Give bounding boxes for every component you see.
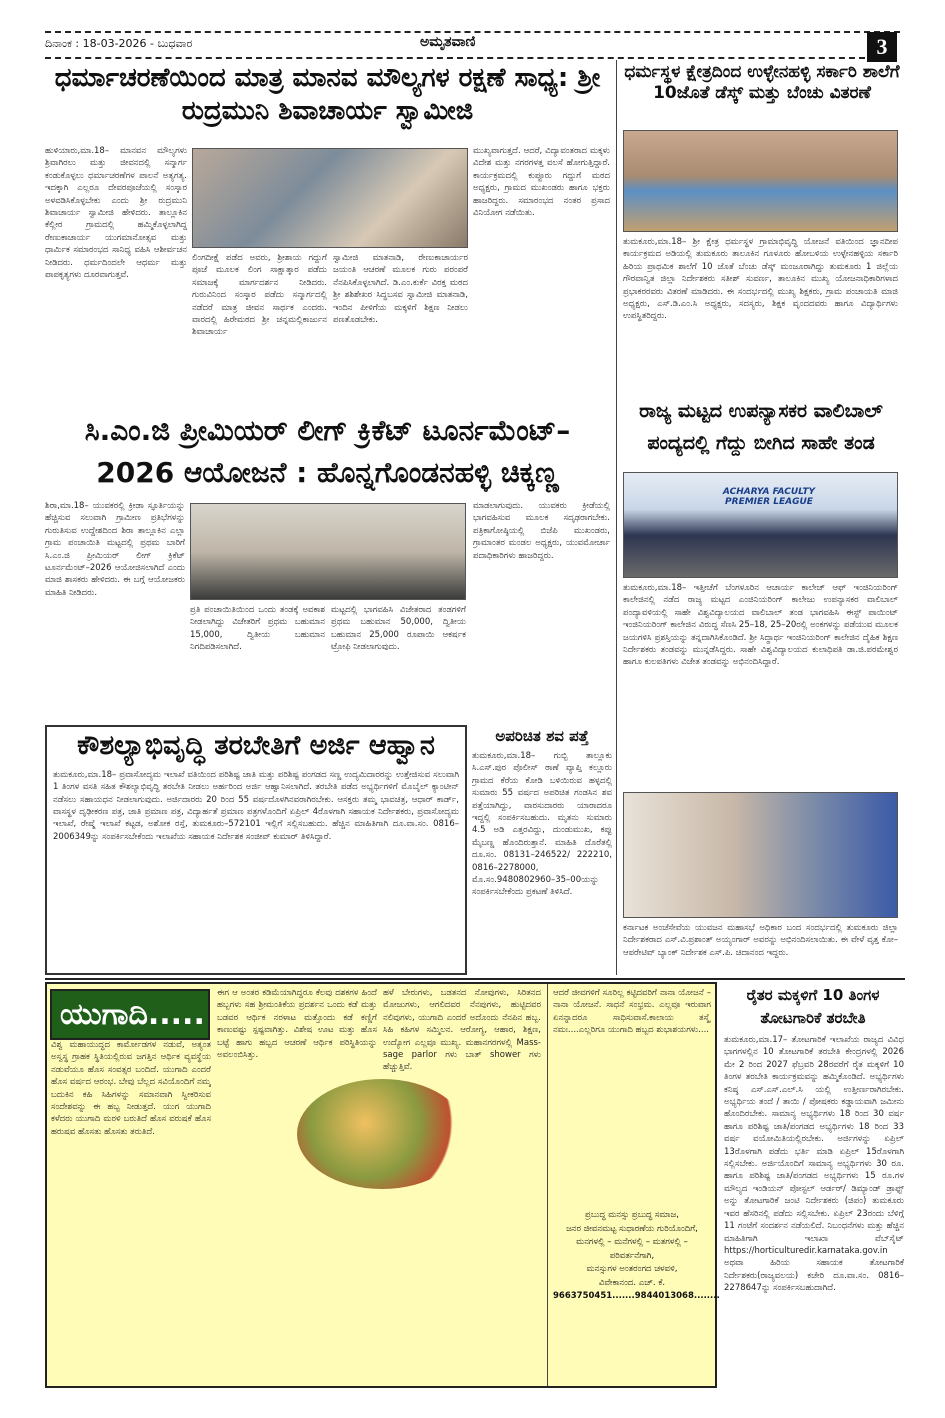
- article-volleyball-body: ತುಮಕೂರು,ಮಾ.18– ಇತ್ತೀಚೆಗೆ ಬೆಂಗಳೂರಿನ ಆಚಾರ್ಯ ಕಾಲೇಜ್ ಆಫ್ ಇಂಜಿನಿಯರಿಂಗ್ ಕಾಲೇಜಿನಲ್ಲಿ ನಡೆದ ರಾಜ್ಯ ಮಟ್ಟದ ಎಂಜಿನಿಯರಿಂಗ್ ಕಾಲೇಜು ಉಪನ್ಯಾಸಕರ ವಾಲಿಬಾಲ್ ಪಂದ್ಯಾವಳಿಯಲ್ಲಿ ಸಾಹೇ ವಿಶ್ವವಿದ್ಯಾಲಯದ ವಾಲಿಬಾಲ್ ತಂಡ ಭಾಗವಹಿಸಿ ಈಸ್ಟ್ ಪಾಯಿಂಟ್ ಇಂಜಿನಿಯರಿಂಗ್ ಕಾಲೇಜಿನ ವಿರುದ್ಧ ಸೆಣಸಿ 25–18, 25–20ರಲ್ಲಿ ಅಂಕಗಳನ್ನು ಪಡೆಯುವ ಮೂಲಕ ಜಯಗಳಿಸಿ ಪ್ರಶಸ್ತಿಯನ್ನು ತನ್ನದಾಗಿಸಿಕೊಂಡಿದೆ. ಶ್ರೀ ಸಿದ್ಧಾರ್ಥ ಇಂಜಿನಿಯರಿಂಗ್ ಕಾಲೇಜಿನ ದೈಹಿಕ ಶಿಕ್ಷಣ ನಿರ್ದೇಶಕರು ತಂಡವನ್ನು ಮುನ್ನಡೆಸಿದ್ದರು. ಸಾಹೇ ವಿಶ್ವವಿದ್ಯಾಲಯದ ಕುಲಾಧಿಪತಿ ಡಾ.ಜಿ.ಪರಮೇಶ್ವರ ಹಾಗೂ ಕುಲಪತಿಗಳು ವಿಜೇತ ತಂಡವನ್ನು ಅಭಿನಂದಿಸಿದ್ದಾರೆ.: [623, 583, 898, 668]
- yugadi-col2: ಈಗ ಆ ಅಂತರ ಕಡಿಮೆಯಾಗಿದ್ದರೂ ಕೆಲವು ದಶಕಗಳ ಹಿಂದೆ ಹಬ್ಬಗಳು ಸಹ ಶ್ರೀಮಂತಿಕೆಯ ಪ್ರದರ್ಶನ ಒಂದು ಕಡೆ ಮತ್ತು ಬಡವರ ಆರ್ಥಿಕ ನರಳಾಟ ಮತ್ತೊಂದು ಕಡೆ ಕಣ್ಣಿಗೆ ಕಾಣುವಷ್ಟು ಸ್ಪಷ್ಟವಾಗಿತ್ತು. ವಿಶೇಷ ಊಟ ಮತ್ತು ಹೊಸ ಬಟ್ಟೆ ಹಾಗು ಹಬ್ಬದ ಆಚರಣೆ ಆರ್ಥಿಕ ಪರಿಸ್ಥಿತಿಯನ್ನು ಅವಲಂಬಿಸಿತ್ತು.: [217, 988, 377, 1061]
- section-rule: [45, 978, 905, 980]
- yugadi-logo: ಯುಗಾದಿ.....: [50, 989, 210, 1040]
- felicitation-caption: ಕರ್ನಾಟಕ ಅಂಚೆಸೇವೆಯ ಯುವಜನ ಮಹಾಸಭೆ ಅಧಿಕಾರ ಬಂದ ಸಂದರ್ಭದಲ್ಲಿ ತುಮಕೂರು ಜಿಲ್ಲಾ ನಿರ್ದೇಶಕರಾದ ಎಸ್.ವಿ.ಪ್ರಶಾಂತ್ ಅಯ್ಯಂಗಾರ್ ಅವರನ್ನು ಅಭಿನಂದಿಸಲಾಯಿತು. ಈ ವೇಳೆ ವೃತ್ತ ಕೋ–ಆಪರೇಟಿವ್ ಬ್ಯಾಂಕ್ ನಿರ್ದೇಶಕ ಎಸ್.ಪಿ. ಚಿದಾನಂದ ಇದ್ದರು.: [623, 923, 898, 958]
- yugadi-divider: [547, 984, 548, 1386]
- article-rudramuni-col4: ಮುಖ್ಯವಾಗುತ್ತದೆ. ಆದರೆ, ವಿದ್ಯಾವಂತರಾದ ಮಕ್ಕಳು ವಿದೇಶ ಮತ್ತು ನಗರಗಳತ್ತ ವಲಸೆ ಹೋಗುತ್ತಿದ್ದಾರೆ. ಕಾರ್ಯಕ್ರಮದಲ್ಲಿ ಕುಪ್ಪೂರು ಗದ್ದುಗೆ ಮಠದ ಅಧ್ಯಕ್ಷರು, ಗ್ರಾಮದ ಮುಖಂಡರು ಹಾಗೂ ಭಕ್ತರು ಹಾಜರಿದ್ದರು. ಸಮಾರಂಭದ ನಂತರ ಪ್ರಸಾದ ವಿನಿಯೋಗ ನಡೆಯಿತು.: [473, 146, 610, 219]
- headline-rudramuni: ಧರ್ಮಾಚರಣೆಯಿಂದ ಮಾತ್ರ ಮಾನವ ಮೌಲ್ಯಗಳ ರಕ್ಷಣೆ ಸಾಧ್ಯ: ಶ್ರೀ ರುದ್ರಮುನಿ ಶಿವಾಚಾರ್ಯ ಸ್ವಾಮೀಜಿ: [54, 63, 601, 126]
- photo-swamiji-event: [192, 148, 468, 248]
- article-horticulture-body: ತುಮಕೂರು,ಮಾ.17– ತೋಟಗಾರಿಕೆ ಇಲಾಖೆಯ ರಾಜ್ಯದ ವಿವಿಧ ಭಾಗಗಳಲ್ಲಿನ 10 ತೋಟಗಾರಿಕೆ ತರಬೇತಿ ಕೇಂದ್ರಗಳಲ್ಲಿ 2026 ಮೇ 2 ರಿಂದ 2027 ಫೆಬ್ರವರಿ 28ರವರೆಗೆ ರೈತ ಮಕ್ಕಳಿಗೆ 10 ತಿಂಗಳ ತರಬೇತಿ ಕಾರ್ಯಕ್ರಮವನ್ನು ಹಮ್ಮಿಕೊಂಡಿದೆ. ಅಭ್ಯರ್ಥಿಗಳು ಕನಿಷ್ಠ ಎಸ್.ಎಸ್.ಎಲ್.ಸಿ ಯಲ್ಲಿ ಉತ್ತೀರ್ಣರಾಗಿರಬೇಕು. ಅಭ್ಯರ್ಥಿಯ ತಂದೆ / ತಾಯಿ / ಪೋಷಕರು ಕಡ್ಡಾಯವಾಗಿ ಜಮೀನು ಹೊಂದಿರಬೇಕು. ಸಾಮಾನ್ಯ ಅಭ್ಯರ್ಥಿಗಳು 18 ರಿಂದ 30 ವರ್ಷ ಹಾಗೂ ಪರಿಶಿಷ್ಟ ಜಾತಿ/ಪಂಗಡದ ಅಭ್ಯರ್ಥಿಗಳು 18 ರಿಂದ 33 ವರ್ಷ ವಯೋಮಿತಿಯಲ್ಲಿರಬೇಕು. ಅರ್ಜಿಗಳನ್ನು ಏಪ್ರಿಲ್ 13ರೊಳಗಾಗಿ ಪಡೆದು ಭರ್ತಿ ಮಾಡಿ ಏಪ್ರಿಲ್ 15ರೊಳಗಾಗಿ ಸಲ್ಲಿಸಬೇಕು. ಅರ್ಜಿಯೊಂದಿಗೆ ಸಾಮಾನ್ಯ ಅಭ್ಯರ್ಥಿಗಳು 30 ರೂ. ಹಾಗೂ ಪರಿಶಿಷ್ಟ ಜಾತಿ/ಪಂಗಡದ ಅಭ್ಯರ್ಥಿಗಳು 15 ರೂ.ಗಳ ಮೌಲ್ಯದ ಇಂಡಿಯನ್ ಪೋಸ್ಟಲ್ ಆರ್ಡರ್/ ಡಿಮ್ಯಾಂಡ್ ಡ್ರಾಫ್ಟ್ ಅನ್ನು ತೋಟಗಾರಿಕೆ ಜಂಟಿ ನಿರ್ದೇಶಕರು (ಜಿಪಂ) ತುಮಕೂರು ಇವರ ಹೆಸರಿನಲ್ಲಿ ಪಡೆದು ಸಲ್ಲಿಸಬೇಕು. ಏಪ್ರಿಲ್ 23ರಂದು ಬೆಳಿಗ್ಗೆ 11 ಗಂಟೆಗೆ ಸಂದರ್ಶನ ನಡೆಯಲಿದೆ. ನಿಬಂಧನೆಗಳು ಮತ್ತು ಹೆಚ್ಚಿನ ಮಾಹಿತಿಗಾಗಿ ಇಲಾಖಾ ವೆಬ್‌ಸೈಟ್ https://horticulturedir.karnataka.gov.in ಅಥವಾ ಹಿರಿಯ ಸಹಾಯಕ ತೋಟಗಾರಿಕೆ ನಿರ್ದೇಶಕರು(ರಾಜ್ಯವಲಯ) ಕಚೇರಿ ದೂ.ವಾ.ಸಂ. 0816–2278647ನ್ನು ಸಂಪರ್ಕಿಸಬಹುದಾಗಿದೆ.: [724, 1035, 904, 1294]
- column-divider: [616, 60, 617, 975]
- issue-date: ದಿನಾಂಕ : 18-03-2026 - ಬುಧವಾರ: [45, 37, 193, 50]
- signoff-line: ಮನಸ್ಸುಗಳ ಅಂತರಂಗದ ಚಳವಳಿ,: [586, 1264, 678, 1274]
- article-rudramuni-col1: ಹುಳಿಯಾರು,ಮಾ.18– ಮಾನವನ ಮೌಲ್ಯಗಳು ಶ್ರಿವಾಗಿರಲು ಮತ್ತು ಜೀವನದಲ್ಲಿ ಸನ್ಮಾರ್ಗ ಕಂಡುಕೊಳ್ಳಲು ಧರ್ಮಾಚರಣೆಗಳ ಪಾಲನೆ ಅತ್ಯಗತ್ಯ. ಇದಕ್ಕಾಗಿ ಎಲ್ಲರೂ ದೇವರಪೂಜೆಯಲ್ಲಿ ಸಂಸ್ಕಾರ ಅಳವಡಿಸಿಕೊಳ್ಳಬೇಕು ಎಂದು ಶ್ರೀ ರುದ್ರಮುನಿ ಶಿವಾಚಾರ್ಯ ಸ್ವಾಮೀಜಿ ಹೇಳಿದರು. ತಾಲ್ಲೂಕಿನ ಕೆಲ್ಲೀರ ಗ್ರಾಮದಲ್ಲಿ ಹಮ್ಮಿಕೊಳ್ಳಲಾಗಿದ್ದ ರೇಣುಕಾಚಾರ್ಯ ಯುಗಮಾನೋತ್ಸವ ಮತ್ತು ಧಾರ್ಮಿಕ ಸಮಾರಂಭದ ಸಾನಿಧ್ಯ ವಹಿಸಿ ಆಶೀರ್ವಚನ ನೀಡಿದರು. ಧರ್ಮದಿಂದಲೇ ಆಧರ್ಮ ಮತ್ತು ಪಾಪಕೃತ್ಯಗಳು ದೂರವಾಗುತ್ತವೆ.: [45, 146, 187, 281]
- signoff-line: ಪ್ರಬುದ್ಧ ಮನಸ್ಸು ಪ್ರಬುದ್ಧ ಸಮಾಜ,: [585, 1210, 679, 1220]
- yugadi-signoff: [553, 1209, 720, 1304]
- signoff-author: ವಿವೇಕಾನಂದ. ಎಚ್. ಕೆ.: [598, 1277, 666, 1288]
- yugadi-box: [45, 982, 720, 1388]
- headline-cricket: ಸಿ.ಎಂ.ಜಿ ಪ್ರೀಮಿಯರ್ ಲೀಗ್ ಕ್ರಿಕೆಟ್ ಟೂರ್ನಮೆಂಟ್– 2026 ಆಯೋಜನೆ : ಹೊನ್ನಗೊಂಡನಹಳ್ಳಿ ಚಿಕ್ಕಣ್ಣ: [84, 414, 571, 489]
- yugadi-col4: ಆದರೆ ಜೀವಗಳಿಗೆ ಸೂರಿಲ್ಲ ಕಟ್ಟಿದವರಿಗೆ ನಾನಾ ಯೋಜನೆ – ನಾನಾ ಯೋಜನೆ. ಸಾಧನೆ ಸಂಭ್ರಮ. ಎಲ್ಲವೂ ಇರುವಾಗ ಏನನ್ನಾದರೂ ಸಾಧಿಸುವಾಸೆ.ಕಾಲಾಯ ತಸ್ಮೈ ನಮಃ....ಎಲ್ಲರಿಗೂ ಯುಗಾದಿ ಹಬ್ಬದ ಶುಭಾಶಯಗಳು....: [553, 988, 711, 1036]
- yugadi-col3: ಹಳೆ ಬೇರುಗಳು, ಬಡತನದ ನೋವುಗಳು, ಸಿರಿತನದ ಮೋಜುಗಳು, ಆಗಲಿದವರ ನೆನಪುಗಳು, ಹುಟ್ಟಿದವರ ನಲಿವುಗಳು, ಯುಗಾದಿ ಎಂದರೆ ಅದೊಂದು ನೆನಪಿನ ಹಬ್ಬ. ಸಿಹಿ ಕಹಿಗಳ ಸಮ್ಮಿಲನ. ಆರೋಗ್ಯ, ಆಹಾರ, ಶಿಕ್ಷಣ, ಉದ್ಯೋಗ ಎಲ್ಲವೂ ಮುಖ್ಯ. ಮಹಾನಗರಗಳಲ್ಲಿ Mass-sage parlor ಗಳು ಬಾತ್ shower ಗಳು ಹೆಚ್ಚುತ್ತಿವೆ.: [383, 988, 541, 1073]
- photo-felicitation: [623, 792, 898, 918]
- headline-aparichita: ಅಪರಿಚಿತ ಶವ ಪತ್ತೆ: [495, 727, 589, 745]
- photo-press-meet: [190, 503, 466, 600]
- photo-volleyball-team: [623, 472, 898, 578]
- headline-horticulture: ರೈತರ ಮಕ್ಕಳಿಗೆ 10 ತಿಂಗಳ ತೋಟಗಾರಿಕೆ ತರಬೇತಿ: [746, 986, 880, 1027]
- article-cricket-col1: ಶಿರಾ,ಮಾ.18– ಯುವಕರಲ್ಲಿ ಕ್ರೀಡಾ ಸ್ಫೂರ್ತಿಯನ್ನು ಹೆಚ್ಚಿಸುವ ಸಲುವಾಗಿ ಗ್ರಾಮೀಣ ಪ್ರತಿಭೆಗಳನ್ನು ಗುರುತಿಸುವ ಉದ್ದೇಶದಿಂದ ಶಿರಾ ತಾಲ್ಲೂಕಿನ ಎಲ್ಲಾ ಗ್ರಾಮ ಪಂಚಾಯಿತಿ ಮಟ್ಟದಲ್ಲಿ ಪ್ರಥಮ ಬಾರಿಗೆ ಸಿ.ಎಂ.ಜಿ ಪ್ರೀಮಿಯರ್ ಲೀಗ್ ಕ್ರಿಕೆಟ್ ಟೂರ್ನಮೆಂಟ್–2026 ಆಯೋಜಿಸಲಾಗಿದೆ ಎಂದು ಮಾಜಿ ಶಾಸಕರು ಹೇಳಿದರು. ಈ ಬಗ್ಗೆ ಆಯೋಜಕರು ಮಾಹಿತಿ ನೀಡಿದರು.: [45, 501, 185, 598]
- page-number: 3: [867, 32, 897, 62]
- article-rudramuni-col3: ಸ್ವಾಮೀಜಿ ಮಾತನಾಡಿ, ರೇಣುಕಾಚಾರ್ಯರ ಜಯಂತಿ ಆಚರಣೆ ಮೂಲಕ ಗುರು ಪರಂಪರೆ ನೆನಪಿಸಿಕೊಳ್ಳಲಾಗಿದೆ. ಡಿ.ಎಂ.ಕುರ್ಕೆ ವಿರಕ್ತ ಮಠದ ಶ್ರೀ ಶಶಿಶೇಖರ ಸಿದ್ಧಬಸವ ಸ್ವಾಮೀಜಿ ಮಾತನಾಡಿ, ಇಂದಿನ ಪೀಳಿಗೆಯ ಮಕ್ಕಳಿಗೆ ಶಿಕ್ಷಣ ನೀಡಲು ಪಣತೊಡಬೇಕು.: [333, 253, 468, 326]
- yugadi-col1: ವಿಶ್ವ ಮಹಾಯುದ್ಧದ ಕಾರ್ಮೋಡಗಳ ನಡುವೆ, ಅತ್ಯಂತ ಅಸ್ವಸ್ಥ ಗ್ರಾಹಕ ಸ್ಥಿತಿಯಲ್ಲಿರುವ ಜಗತ್ತಿನ ಆರ್ಥಿಕ ವ್ಯವಸ್ಥೆಯ ನಡುವೆಯೂ ಹೊಸ ಸಂವತ್ಸರ ಬಂದಿದೆ. ಯುಗಾದಿ ಎಂದರೆ ಹೊಸ ವರ್ಷದ ಆರಂಭ. ಬೇವು ಬೆಲ್ಲದ ಸವಿಯೊಂದಿಗೆ ನಮ್ಮ ಬದುಕಿನ ಕಹಿ ಸಿಹಿಗಳನ್ನು ಸಮಾನವಾಗಿ ಸ್ವೀಕರಿಸುವ ಸಂದೇಶವನ್ನು ಈ ಹಬ್ಬ ನೀಡುತ್ತದೆ. ಯುಗ ಯುಗಾದಿ ಕಳೆದರು ಯುಗಾದಿ ಮರಳಿ ಬರುತಿದೆ ಹೊಸ ವರುಷಕೆ ಹೊಸ ಹರುಷವ ಹೊಸತು ಹೊಸತು ತರುತಿದೆ.: [51, 1040, 211, 1137]
- article-cricket-col2: ಪ್ರತಿ ಪಂಚಾಯಿತಿಯಿಂದ ಒಂದು ತಂಡಕ್ಕೆ ಅವಕಾಶ ನೀಡಲಾಗಿದ್ದು ವಿಜೇತರಿಗೆ ಪ್ರಥಮ ಬಹುಮಾನ 15,000, ದ್ವಿತೀಯ ಬಹುಮಾನ ನಿಗದಿಪಡಿಸಲಾಗಿದೆ.: [190, 605, 325, 653]
- article-dharmasthala-body: ತುಮಕೂರು,ಮಾ.18– ಶ್ರೀ ಕ್ಷೇತ್ರ ಧರ್ಮಸ್ಥಳ ಗ್ರಾಮಾಭಿವೃದ್ಧಿ ಯೋಜನೆ ವತಿಯಿಂದ ಜ್ಞಾನದೀಪ ಕಾರ್ಯಕ್ರಮದ ಅಡಿಯಲ್ಲಿ ತುಮಕೂರು ತಾಲೂಕಿನ ಗೂಳೂರು ಹೋಬಳಿಯ ಉಳ್ಳೇನಹಳ್ಳಿಯ ಸರ್ಕಾರಿ ಹಿರಿಯ ಪ್ರಾಥಮಿಕ ಶಾಲೆಗೆ 10 ಜೊತೆ ಬೆಂಚು ಡೆಸ್ಕ್ ಮಂಜೂರಾಗಿದ್ದು ತುಮಕೂರು 1 ಜಿಲ್ಲೆಯ ಗೌರವಾನ್ವಿತ ಜಿಲ್ಲಾ ನಿರ್ದೇಶಕರು ಸತೀಶ್ ಸುವರ್ಣ, ತಾಲೂಕಿನ ಮುಖ್ಯ ಯೋಜನಾಧಿಕಾರಿಗಳಾದ ಪ್ರಭಾಕರರವರು ವಿತರಣೆ ಮಾಡಿದರು. ಈ ಸಂದರ್ಭದಲ್ಲಿ ಮುಖ್ಯ ಶಿಕ್ಷಕರು, ಗ್ರಾಮ ಪಂಚಾಯತಿ ಮಾಜಿ ಅಧ್ಯಕ್ಷರು, ಎಸ್.ಡಿ.ಎಂ.ಸಿ ಅಧ್ಯಕ್ಷರು, ಸದಸ್ಯರು, ಶಿಕ್ಷಕ ವೃಂದದವರು ಹಾಗೂ ವಿದ್ಯಾರ್ಥಿಗಳು ಉಪಸ್ಥಿತರಿದ್ದರು.: [623, 237, 898, 322]
- premier-league-banner: ACHARYA FACULTY PREMIER LEAGUE: [722, 487, 816, 507]
- article-cricket-col4: ಮಾಡಲಾಗುವುದು. ಯುವಕರು ಕ್ರೀಡೆಯಲ್ಲಿ ಭಾಗವಹಿಸುವ ಮೂಲಕ ಸದೃಢರಾಗಬೇಕು. ಪತ್ರಿಕಾಗೋಷ್ಠಿಯಲ್ಲಿ ಬಿಜೆಪಿ ಮುಖಂಡರು, ಗ್ರಾಮಾಂತರ ಮಂಡಲ ಅಧ್ಯಕ್ಷರು, ಯುವಮೋರ್ಚಾ ಪದಾಧಿಕಾರಿಗಳು ಹಾಜರಿದ್ದರು.: [473, 501, 610, 561]
- article-kaushalya-body: ತುಮಕೂರು,ಮಾ.18– ಪ್ರವಾಸೋದ್ಯಮ ಇಲಾಖೆ ವತಿಯಿಂದ ಪರಿಶಿಷ್ಟ ಜಾತಿ ಮತ್ತು ಪರಿಶಿಷ್ಟ ಪಂಗಡದ ಸಣ್ಣ ಉದ್ಯಮಿದಾರರನ್ನು ಉತ್ತೇಜಿಸುವ ಸಲುವಾಗಿ 1 ತಿಂಗಳ ವಸತಿ ಸಹಿತ ಕೌಶಲ್ಯಾಭಿವೃದ್ಧಿ ತರಬೇತಿ ನೀಡಲು ಅರ್ಹರಿಂದ ಅರ್ಜಿ ಆಹ್ವಾನಿಸಲಾಗಿದೆ. ತರಬೇತಿ ಪಡೆದ ಅಭ್ಯರ್ಥಿಗಳಿಗೆ ಮೊಬೈಲ್ ಕ್ಯಾಂಟೀನ್ ನಡೆಸಲು ಸಹಾಯಧನ ನೀಡಲಾಗುವುದು. ಅರ್ಜಿದಾರರು 20 ರಿಂದ 55 ವರ್ಷದೊಳಗಿನವರಾಗಿರಬೇಕು. ಆಸಕ್ತರು ತಮ್ಮ ಭಾವಚಿತ್ರ, ಆಧಾರ್ ಕಾರ್ಡ್, ವಾಸಸ್ಥಳ ದೃಢೀಕರಣ ಪತ್ರ, ಜಾತಿ ಪ್ರಮಾಣ ಪತ್ರ, ವಿದ್ಯಾರ್ಹತೆ ಪ್ರಮಾಣ ಪತ್ರಗಳೊಂದಿಗೆ ಏಪ್ರಿಲ್ 4ರೊಳಗಾಗಿ ಸಹಾಯಕ ನಿರ್ದೇಶಕರು, ಪ್ರವಾಸೋದ್ಯಮ ಇಲಾಖೆ, ರೇಷ್ಮೆ ಇಲಾಖೆ ಕಟ್ಟಡ, ಅಶೋಕ ರಸ್ತೆ, ತುಮಕೂರು–572101 ಇಲ್ಲಿಗೆ ಸಲ್ಲಿಸಬಹುದು. ಹೆಚ್ಚಿನ ಮಾಹಿತಿಗಾಗಿ ದೂ.ವಾ.ಸಂ. 0816–2006349ನ್ನು ಸಂಪರ್ಕಿಸಬೇಕೆಂದು ಇಲಾಖೆಯ ಸಹಾಯಕ ನಿರ್ದೇಶಕ ಸಂಜೀವ್ ಕುಮಾರ್ ತಿಳಿಸಿದ್ದಾರೆ.: [53, 769, 459, 842]
- headline-dharmasthala: ಧರ್ಮಸ್ಥಳ ಕ್ಷೇತ್ರದಿಂದ ಉಳ್ಳೇನಹಳ್ಳಿ ಸರ್ಕಾರಿ ಶಾಲೆಗೆ 10ಜೊತೆ ಡೆಸ್ಕ್ ಮತ್ತು ಬೆಂಚು ವಿತರಣೆ: [624, 62, 900, 104]
- header-rule-bottom: [45, 57, 865, 59]
- article-aparichita-body: ತುಮಕೂರು,ಮಾ.18– ಗುಬ್ಬಿ ತಾಲ್ಲೂಕು ಸಿ.ಎಸ್.ಪುರ ಪೊಲೀಸ್ ಠಾಣೆ ವ್ಯಾಪ್ತಿ ಕಲ್ಲೂರು ಗ್ರಾಮದ ಕೆರೆಯ ಕೋಡಿ ಬಳಿಯಿರುವ ಹಳ್ಳದಲ್ಲಿ ಸುಮಾರು 55 ವರ್ಷದ ಅಪರಿಚಿತ ಗಂಡಸಿನ ಶವ ಪತ್ತೆಯಾಗಿದ್ದು, ವಾರಸುದಾರರು ಯಾರಾದರೂ ಇದ್ದಲ್ಲಿ ಸಂಪರ್ಕಿಸಬಹುದು. ಮೃತನು ಸುಮಾರು 4.5 ಅಡಿ ಎತ್ತರವಿದ್ದು, ದುಂಡುಮುಖ, ಕಪ್ಪು ಮೈಬಣ್ಣ ಹೊಂದಿರುತ್ತಾನೆ. ಮಾಹಿತಿ ದೊರೆತಲ್ಲಿ ದೂ.ಸಂ. 08131–246522/ 222210, 0816–2278000, ಮೊ.ಸಂ.9480802960–35–00ಯನ್ನು ಸಂಪರ್ಕಿಸಬೇಕೆಂದು ಪ್ರಕಟಣೆ ತಿಳಿಸಿದೆ.: [472, 751, 612, 898]
- header-rule-top: [45, 31, 900, 33]
- article-cricket-col3: ಮಟ್ಟದಲ್ಲಿ ಭಾಗವಹಿಸಿ ವಿಜೇತರಾದ ತಂಡಗಳಿಗೆ ಪ್ರಥಮ ಬಹುಮಾನ 50,000, ದ್ವಿತೀಯ ಬಹುಮಾನ 25,000 ರೂಪಾಯಿ ಆಕರ್ಷಕ ಟ್ರೋಫಿ ನೀಡಲಾಗುವುದು.: [331, 605, 466, 653]
- signoff-line: ಪರಿವರ್ತನೆಗಾಗಿ,: [609, 1250, 655, 1261]
- article-rudramuni-col2: ಲಿಂಗದೀಕ್ಷೆ ಪಡೆದ ಅವರು, ಶ್ರೀಶಾಯ ಗದ್ದುಗೆ ಪೂಜೆ ಮೂಲಕ ಲಿಂಗ ಸಾಕ್ಷಾತ್ಕಾರ ಪಡೆದು ಸಮಾಜಕ್ಕೆ ಮಾರ್ಗದರ್ಶನ ನೀಡಿದರು. ಗುರುವಿನಿಂದ ಸಂಸ್ಕಾರ ಪಡೆದು ಸನ್ಮಾರ್ಗದಲ್ಲಿ ನಡೆದರೆ ಮಾತ್ರ ಜೀವನ ಸಾರ್ಥಕ ಎಂದರು. ವಾರದಲ್ಲಿ ಹಿರೇಮಠದ ಶ್ರೀ ಚನ್ನಮಲ್ಲಿಕಾರ್ಜುನ ಶಿವಾಚಾರ್ಯ: [192, 253, 327, 338]
- photo-desk-distribution: [623, 130, 898, 232]
- headline-volleyball: ರಾಜ್ಯ ಮಟ್ಟದ ಉಪನ್ಯಾಸಕರ ವಾಲಿಬಾಲ್ ಪಂದ್ಯದಲ್ಲಿ ಗೆದ್ದು ಬೀಗಿದ ಸಾಹೇ ತಂಡ: [639, 400, 883, 454]
- signoff-line: ಮನಗಳಲ್ಲಿ – ಮನೆಗಳಲ್ಲಿ – ಮತಗಳಲ್ಲಿ –: [576, 1237, 688, 1247]
- signoff-line: ಜನರ ಜೀವನಮಟ್ಟ ಸುಧಾರಣೆಯ ಗುರಿಯೊಂದಿಗೆ,: [566, 1223, 698, 1234]
- kaushalya-box: [45, 725, 467, 975]
- paper-name: ಅಮೃತವಾಣಿ: [420, 34, 476, 50]
- signoff-phone: 9663750451.......9844013068........: [553, 1291, 720, 1301]
- headline-kaushalya: ಕೌಶಲ್ಯಾಭಿವೃದ್ಧಿ ತರಬೇತಿಗೆ ಅರ್ಜಿ ಆಹ್ವಾನ: [77, 730, 435, 761]
